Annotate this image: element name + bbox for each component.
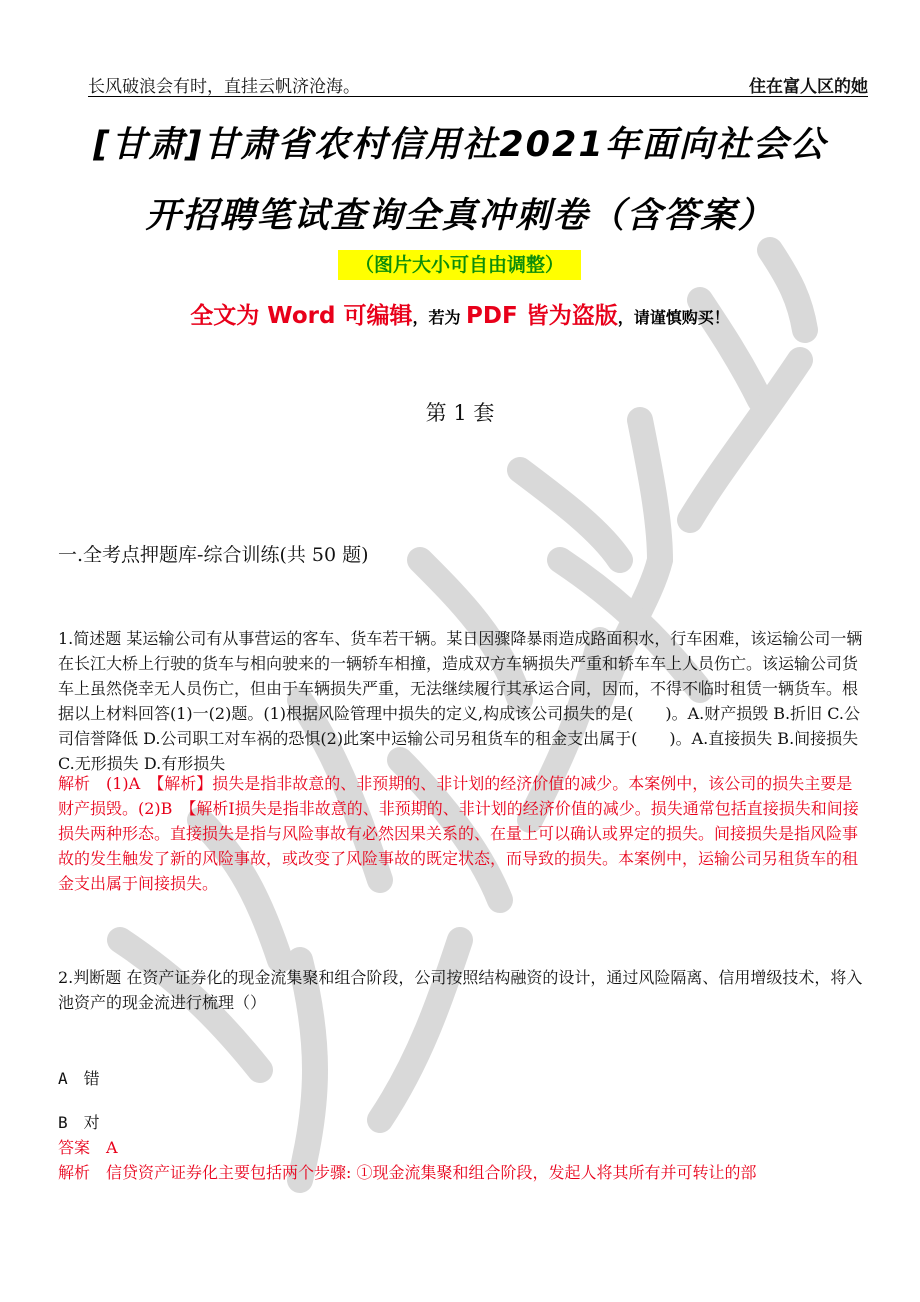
section-title: 一.全考点押题库-综合训练(共 50 题) (58, 544, 369, 566)
document-title-line-2: 开招聘笔试查询全真冲刺卷（含答案） (145, 196, 775, 236)
question-1-text: 1.简述题 某运输公司有从事营运的客车、货车若干辆。某日因骤降暴雨造成路面积水，行车困难，该运输公司一辆在长江大桥上行驶的货车与相向驶来的一辆轿车相撞，造成双方车辆损失严重和轿车车上人员伤亡。该运输公司货车上虽然侥幸无人员伤亡，但由于车辆损失严重，无法继续履行其承运合同，因而，不得不临时租赁一辆货车。根据以上材料回答(1)一(2)题。(1)根据风险管理中损失的定义,构成该公司损失的是( )。A.财产损毁 B.折旧 C.公司信誉降低 D.公司职工对车祸的恐惧(2)此案中运输公司另租货车的租金支出属于( )。A.直接损失 B.间接损失 C.无形损失 D.有形损失 (58, 629, 863, 773)
notice-if-pdf: ，若为 (412, 308, 467, 327)
header-author: 住在富人区的她 (749, 77, 868, 97)
notice-word-editable: 全文为 Word 可编辑 (190, 303, 413, 329)
notice-buy-carefully: ，请谨慎购买！ (617, 308, 730, 327)
header-divider (88, 96, 868, 97)
question-1-analysis: 解析 (1)A 【解析】损失是指非故意的、非预期的、非计划的经济价值的减少。本案例中，该公司的损失主要是财产损毁。(2)B 【解析Ⅰ损失是指非故意的、非预期的、非计划的经济价值的减少。损失通常包括直接损失和间接损失两种形态。直接损失是指与风险事故有必然因果关系的、在量上可以确认或界定的损失。间接损失是指风险事故的发生触发了新的风险事故，或改变了风险事故的既定状态，而导致的损失。本案例中，运输公司另租货车的租金支出属于间接损失。 (58, 774, 859, 893)
image-resize-note: （图片大小可自由调整） (338, 250, 581, 280)
question-2-answer: 答案 A (58, 1138, 118, 1157)
copyright-notice (0, 297, 920, 330)
document-title-line-1: [甘肃]甘肃省农村信用社2021年面向社会公 (93, 125, 827, 165)
question-2-analysis: 解析 信贷资产证券化主要包括两个步骤: ①现金流集聚和组合阶段，发起人将其所有并可转让的部 (58, 1163, 757, 1182)
question-2-text: 2.判断题 在资产证券化的现金流集聚和组合阶段，公司按照结构融资的设计，通过风险隔离、信用增级技术，将入池资产的现金流进行梳理（） (58, 968, 863, 1012)
question-2-option-b: B 对 (58, 1113, 100, 1132)
set-title: 第 1 套 (425, 401, 495, 425)
notice-pdf-pirated: PDF 皆为盗版 (466, 303, 618, 329)
header-motto: 长风破浪会有时，直挂云帆济沧海。 (88, 77, 360, 97)
page-header (88, 72, 868, 96)
question-2-option-a: A 错 (58, 1069, 100, 1088)
